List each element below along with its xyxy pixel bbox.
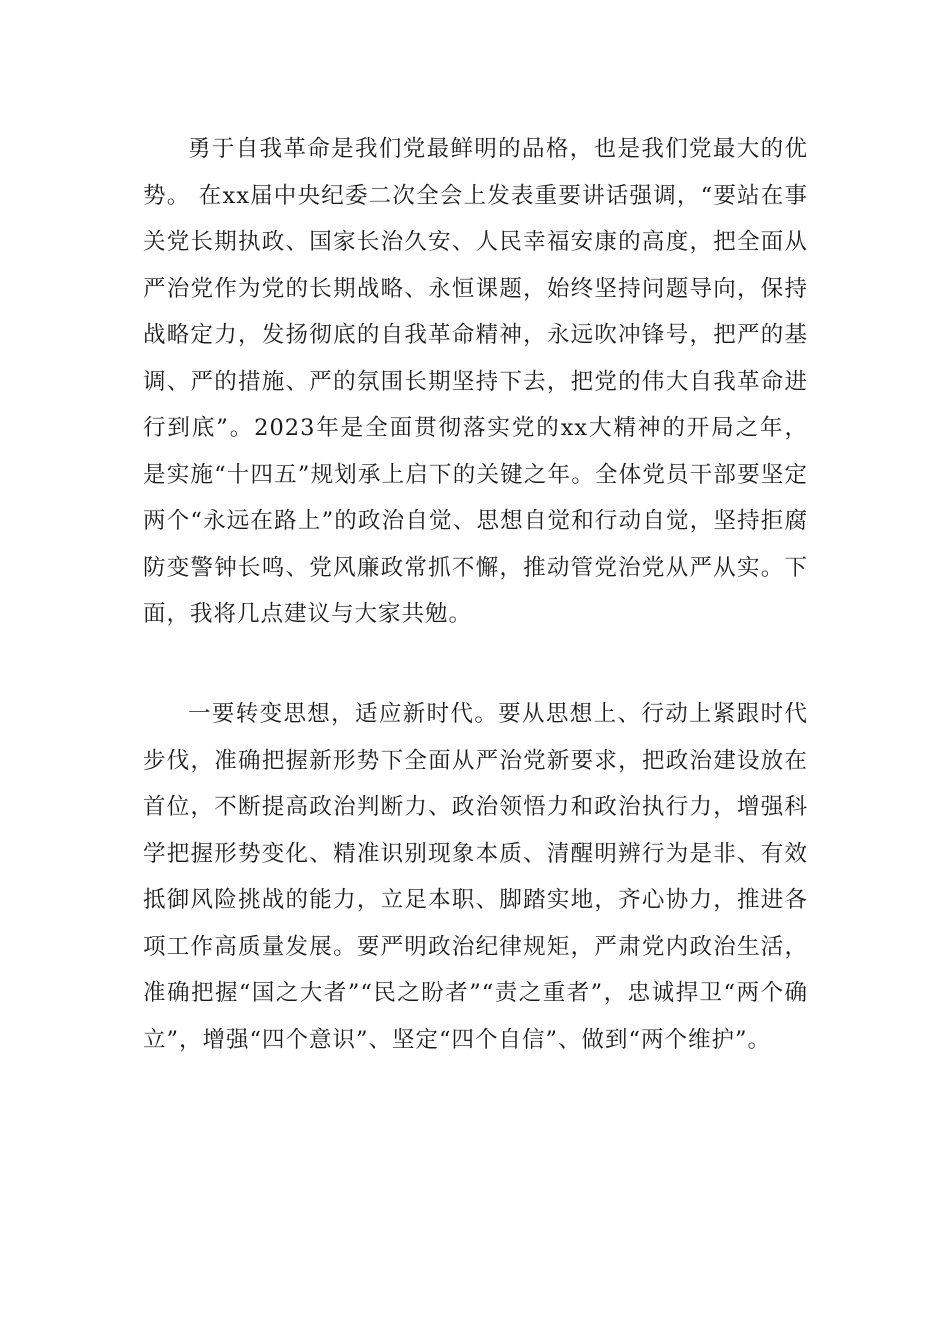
paragraph-1: 勇于自我革命是我们党最鲜明的品格，也是我们党最大的优势。 在xx届中央纪委二次全会上发表重要讲话强调，“要站在事关党长期执政、国家长治久安、人民幸福安康的高度，把全面从严治党作为党的长期战略、永恒课题，始终坚持问题导向，保持战略定力，发扬彻底的自我革命精神，永远吹冲锋号，把严的基调、严的措施、严的氛围长期坚持下去，把党的伟大自我革命进行到底”。2023年是全面贯彻落实党的xx大精神的开局之年，是实施“十四五”规划承上启下的关键之年。全体党员干部要坚定两个“永远在路上”的政治自觉、思想自觉和行动自觉，坚持拒腐防变警钟长鸣、党风廉政常抓不懈，推动管党治党从严从实。下面，我将几点建议与大家共勉。 xyxy=(143,136,808,627)
paragraph-2: 一要转变思想，适应新时代。要从思想上、行动上紧跟时代步伐，准确把握新形势下全面从严治党新要求，把政治建设放在首位，不断提高政治判断力、政治领悟力和政治执行力，增强科学把握形势变化、精准识别现象本质、清醒明辨行为是非、有效抵御风险挑战的能力，立足本职、脚踏实地，齐心协力，推进各项工作高质量发展。要严明政治纪律规矩，严肃党内政治生活，准确把握“国之大者”“民之盼者”“责之重者”，忠诚捍卫“两个确立”，增强“四个意识”、坚定“四个自信”、做到“两个维护”。 xyxy=(143,701,808,1053)
